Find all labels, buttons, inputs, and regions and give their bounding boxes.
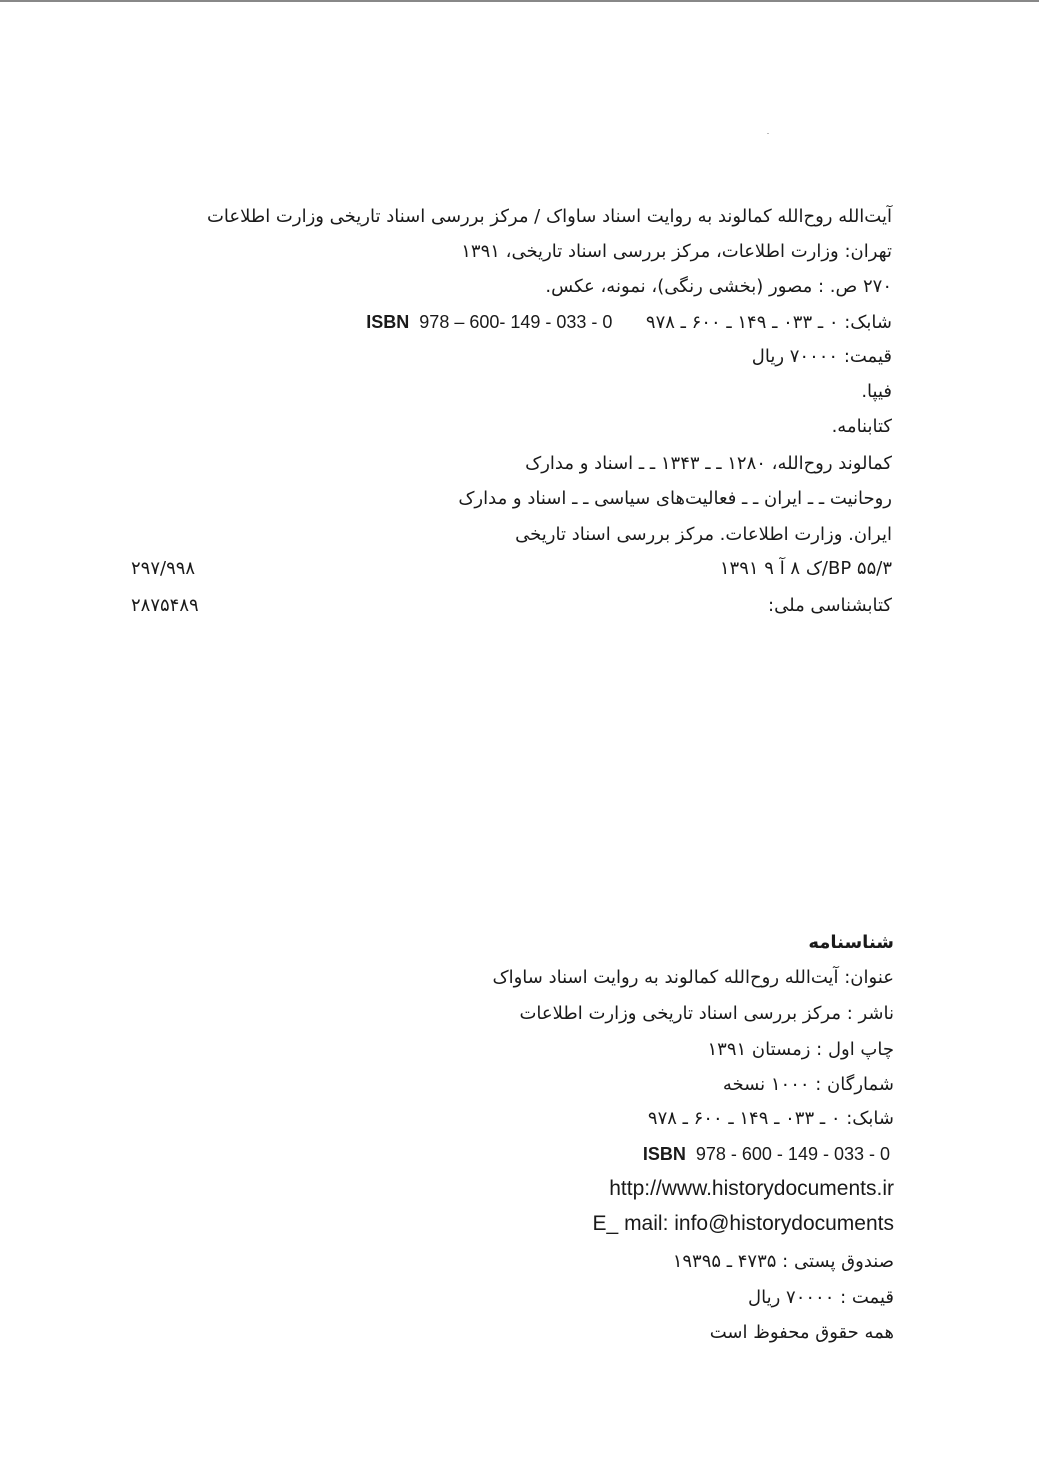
top-border-line [0, 0, 1039, 2]
cip-price-line: قیمت: ۷۰۰۰۰ ریال [751, 346, 892, 367]
cip-publisher-line: تهران: وزارت اطلاعات، مرکز بررسی اسناد تاریخی، ۱۳۹۱ [461, 241, 892, 262]
cip-title-line: آیت‌الله روح‌الله کمالوند به روایت اسناد ساواک / مرکز بررسی اسناد تاریخی وزارت اطلاعات [206, 206, 892, 227]
cip-fipa: فیپا. [861, 381, 892, 402]
cip-national-bib-number: ۲۸۷۵۴۸۹ [131, 595, 199, 616]
scan-speck [767, 133, 769, 134]
cip-national-bib-label: کتابشناسی ملی: [768, 595, 892, 616]
cip-classification: BP ۵۵/۳/ک ۸ آ ۹ ۱۳۹۱ [719, 558, 892, 579]
colophon-print-run: شمارگان : ۱۰۰۰ نسخه [722, 1074, 894, 1095]
colophon-website-link[interactable]: http://www.historydocuments.ir [609, 1177, 894, 1200]
cip-subject-1: کمالوند روح‌الله، ۱۲۸۰ ـ ـ ۱۳۴۳ ـ ـ اسناد و مدارک [525, 453, 892, 474]
colophon-first-edition: چاپ اول : زمستان ۱۳۹۱ [707, 1039, 894, 1060]
colophon-isbn-persian: شابک: ۰ ـ ۰۳۳ ـ ۱۴۹ ـ ۶۰۰ ـ ۹۷۸ [647, 1108, 894, 1129]
colophon-price: قیمت : ۷۰۰۰۰ ریال [748, 1287, 894, 1308]
cip-pages-line: ۲۷۰ ص. : مصور (بخشی رنگی)، نمونه، عکس. [545, 276, 892, 297]
cip-bibliography: کتابنامه. [831, 416, 892, 437]
colophon-title: عنوان: آیت‌الله روح‌الله کمالوند به روایت اسناد ساواک [492, 967, 894, 988]
cip-isbn-persian: شابک: ۰ ـ ۰۳۳ ـ ۱۴۹ ـ ۶۰۰ ـ ۹۷۸ [645, 312, 892, 333]
colophon-isbn-latin: 978 - 600 - 149 - 033 - 0 [695, 1144, 890, 1164]
cip-subject-3: ایران. وزارت اطلاعات. مرکز بررسی اسناد تاریخی [515, 524, 892, 545]
cip-subject-2: روحانیت ـ ـ ایران ـ ـ فعالیت‌های سیاسی ـ ـ اسناد و مدارک [458, 488, 892, 509]
colophon-isbn-latin-line [643, 1142, 890, 1166]
cip-isbn-line [366, 310, 892, 335]
cip-dewey-number: ۲۹۷/۹۹۸ [131, 558, 196, 579]
colophon-heading: شناسنامه [808, 932, 894, 953]
cip-isbn-label: ISBN [366, 312, 410, 332]
colophon-po-box: صندوق پستی : ۴۷۳۵ ـ ۱۹۳۹۵ [672, 1251, 894, 1272]
colophon-rights: همه حقوق محفوظ است [709, 1322, 894, 1343]
colophon-email[interactable]: E_ mail: info@historydocuments [592, 1212, 894, 1235]
cip-isbn-latin: 978 – 600- 149 - 033 - 0 [419, 312, 613, 332]
colophon-publisher: ناشر : مرکز بررسی اسناد تاریخی وزارت اطلاعات [519, 1003, 894, 1024]
cip-isbn-latin-group [366, 312, 612, 332]
colophon-isbn-label: ISBN [642, 1144, 686, 1164]
